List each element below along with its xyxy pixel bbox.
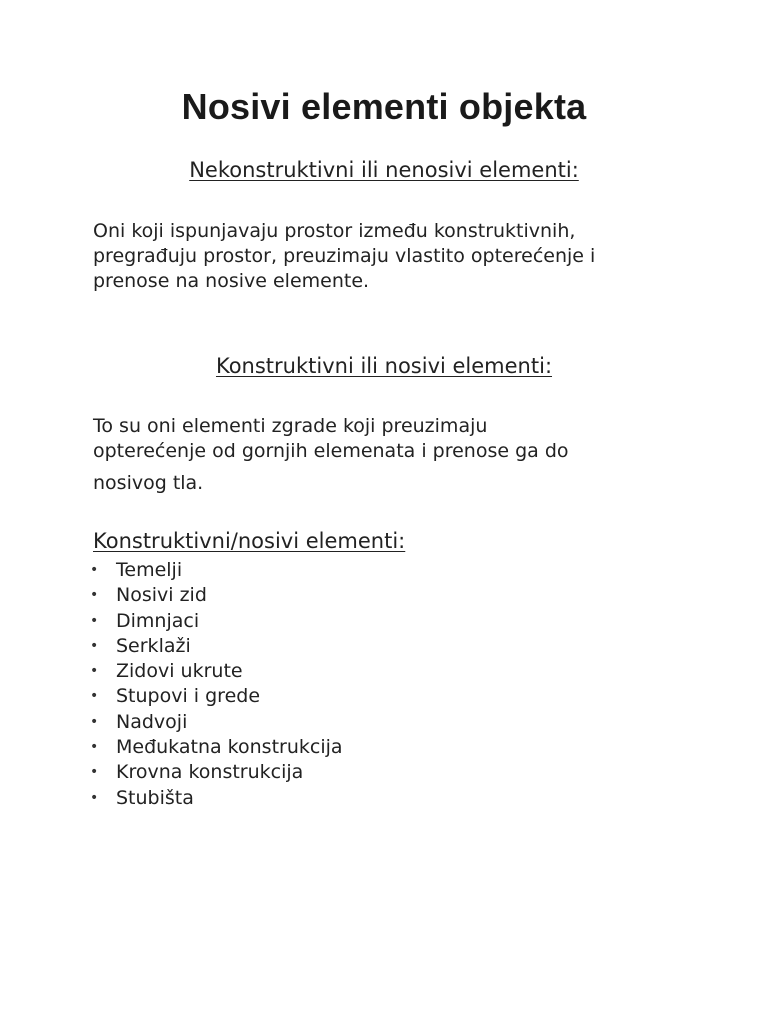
bullet-icon: • [90, 612, 99, 629]
document-title: Nosivi elementi objekta [181, 86, 587, 127]
bullet-icon: • [90, 562, 99, 578]
section-heading-nonstructural: Nekonstruktivni ili nenosivi elementi: [189, 158, 579, 182]
bullet-icon: • [90, 713, 99, 730]
bullet-icon: • [90, 739, 99, 756]
paragraph-structural [93, 414, 693, 496]
list-heading: Konstruktivni/nosivi elementi: [93, 529, 406, 553]
paragraph-line: pregrađuju prostor, preuzimaju vlastito opterećenje i [93, 245, 596, 267]
bullet-icon: • [90, 688, 99, 705]
paragraph-line: To su oni elementi zgrade koji preuzimaju [93, 415, 488, 437]
section-heading-structural: Konstruktivni ili nosivi elementi: [215, 354, 553, 378]
paragraph-nonstructural [93, 219, 693, 294]
bullet-icon: • [90, 587, 99, 604]
list-item-label: Nosivi zid [116, 584, 207, 607]
list-item-label: Zidovi ukrute [116, 660, 243, 683]
bullet-icon: • [90, 637, 99, 654]
paragraph-line: prenose na nosive elemente. [93, 270, 370, 292]
list-item-label: Stupovi i grede [116, 685, 261, 708]
list-item-label: Krovna konstrukcija [116, 761, 304, 784]
paragraph-line: opterećenje od gornjih elemenata i prenose ga do [93, 440, 569, 462]
paragraph-line: Oni koji ispunjavaju prostor između konstruktivnih, [93, 220, 576, 242]
list-item-label: Međukatna konstrukcija [116, 736, 343, 759]
list-item-label: Temelji [116, 559, 183, 581]
paragraph-line: nosivog tla. [93, 472, 204, 494]
bullet-icon: • [90, 789, 99, 806]
list-item-label: Serklaži [116, 634, 191, 657]
bullet-icon: • [90, 663, 99, 680]
list-item-label: Dimnjaci [116, 609, 200, 632]
list-item-label: Stubišta [116, 786, 194, 809]
bullet-icon: • [90, 764, 99, 781]
list-item-label: Nadvoji [116, 710, 188, 733]
